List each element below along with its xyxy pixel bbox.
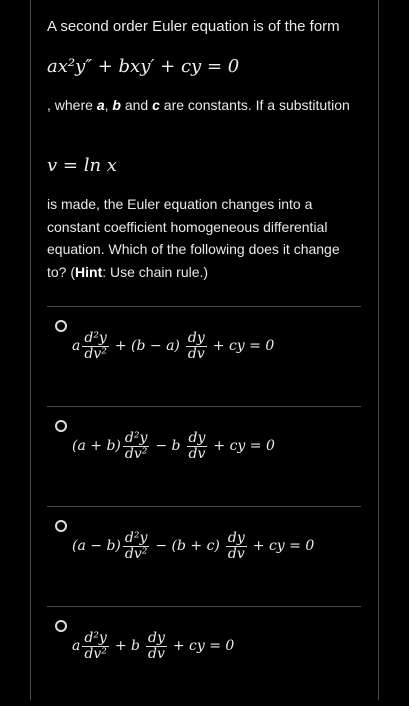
frac-denominator: dv <box>227 545 245 562</box>
frac-numerator: dy <box>188 430 206 446</box>
radio-button-3[interactable] <box>55 520 67 532</box>
answer-option-1[interactable] <box>31 306 378 406</box>
frac-denominator: dv <box>188 445 206 462</box>
constant-a: a <box>96 97 105 113</box>
option-3-coef: (a − b) <box>72 538 121 555</box>
radio-button-1[interactable] <box>55 320 67 332</box>
option-4-coef: a <box>72 638 81 655</box>
option-1-middle-term: + (b − a) <box>114 338 180 355</box>
option-3-frac-second-derivative <box>123 531 149 561</box>
where-prefix: , where <box>47 97 97 113</box>
answer-option-4[interactable] <box>31 606 378 706</box>
option-2-middle-term: − b <box>155 438 181 455</box>
hint-label: Hint <box>75 263 103 280</box>
frac-numerator: d²y <box>124 430 148 446</box>
option-1-equation <box>72 331 278 361</box>
frac-numerator: dy <box>187 330 205 346</box>
question-intro: A second order Euler equation is of the form <box>47 18 340 35</box>
option-3-middle-term: − (b + c) <box>155 538 220 555</box>
frac-numerator: d²y <box>84 630 107 646</box>
where-suffix: are constants. If a substitution <box>159 97 350 113</box>
question-card <box>30 0 379 700</box>
option-2-frac-second-derivative <box>123 431 149 461</box>
option-3-frac-first-derivative <box>226 531 247 561</box>
option-4-middle-term: + b <box>114 638 140 655</box>
hint-text: : Use chain rule.) <box>102 263 209 280</box>
option-2-coef: (a + b) <box>72 438 121 455</box>
substitution-equation: v = ln x <box>47 155 117 176</box>
frac-denominator: dv <box>148 645 165 662</box>
option-4-equation <box>72 631 238 661</box>
constant-c: c <box>152 97 160 113</box>
and-word: and <box>120 97 153 113</box>
option-2-equation <box>72 431 279 461</box>
tail-text: is made, the Euler equation changes into a constant coefficient homogeneous differential equation. Which of the following does it change to? ( <box>47 196 340 280</box>
option-1-frac-first-derivative <box>186 331 207 361</box>
option-4-frac-second-derivative <box>82 631 108 661</box>
option-3-equation <box>72 531 318 561</box>
question-tail <box>47 193 359 283</box>
constant-b: b <box>112 97 121 113</box>
answer-option-3[interactable] <box>31 506 378 606</box>
frac-numerator: d²y <box>84 330 107 346</box>
radio-button-2[interactable] <box>55 420 67 432</box>
question-where-text <box>47 94 357 116</box>
frac-denominator: dv² <box>84 345 107 362</box>
frac-numerator: dy <box>148 630 165 646</box>
option-4-tail: + cy = 0 <box>172 638 235 655</box>
option-3-tail: + cy = 0 <box>252 538 315 555</box>
answer-option-2[interactable] <box>31 406 378 506</box>
euler-equation: ax²y″ + bxy′ + cy = 0 <box>47 56 240 77</box>
frac-numerator: dy <box>227 530 245 546</box>
option-2-tail: + cy = 0 <box>213 438 275 455</box>
option-1-tail: + cy = 0 <box>212 338 275 355</box>
frac-denominator: dv² <box>124 445 148 462</box>
frac-denominator: dv² <box>124 545 148 562</box>
option-2-frac-first-derivative <box>187 431 208 461</box>
option-1-frac-second-derivative <box>82 331 108 361</box>
frac-denominator: dv <box>187 345 205 362</box>
option-1-coef: a <box>72 338 81 355</box>
comma: , <box>104 97 113 113</box>
frac-denominator: dv² <box>84 645 107 662</box>
frac-numerator: d²y <box>124 530 148 546</box>
option-4-frac-first-derivative <box>146 631 167 661</box>
radio-button-4[interactable] <box>55 620 67 632</box>
